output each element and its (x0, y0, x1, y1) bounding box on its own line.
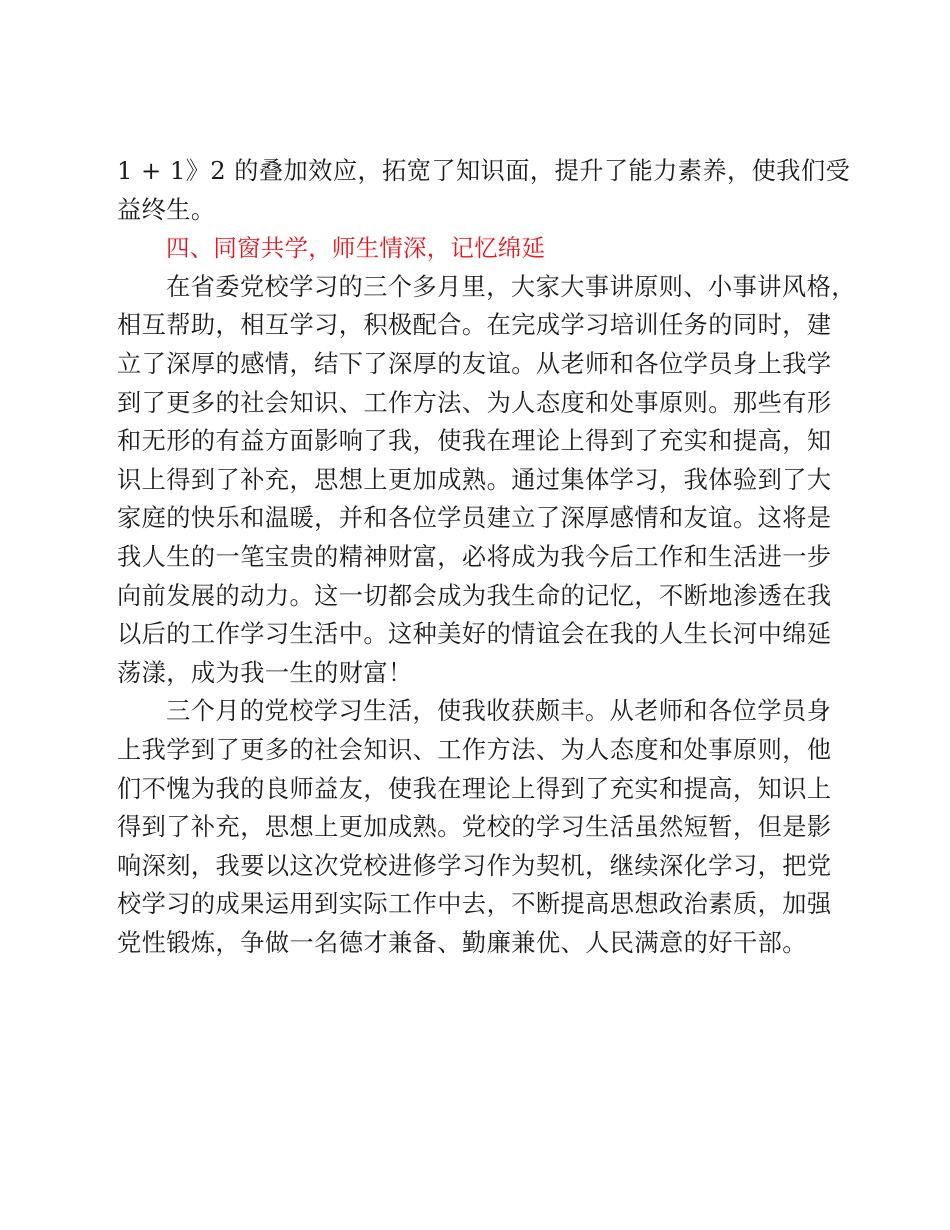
document-page (117, 152, 856, 962)
text-line: 们不愧为我的良师益友，使我在理论上得到了充实和提高，知识上 (117, 774, 832, 803)
text-line: 到了更多的社会知识、工作方法、为人态度和处事原则。那些有形 (117, 388, 832, 417)
text-line: 上我学到了更多的社会知识、工作方法、为人态度和处事原则，他 (117, 735, 832, 764)
text-line: 我人生的一笔宝贵的精神财富，必将成为我今后工作和生活进一步 (117, 542, 832, 571)
text-line: 三个月的党校学习生活，使我收获颇丰。从老师和各位学员身 (166, 697, 832, 726)
text-line: 响深刻，我要以这次党校进修学习作为契机，继续深化学习，把党 (117, 851, 832, 880)
text-line: 校学习的成果运用到实际工作中去，不断提高思想政治素质，加强 (117, 890, 832, 919)
text-line: 荡漾，成为我一生的财富！ (117, 658, 413, 687)
text-line: 得到了补充，思想上更加成熟。党校的学习生活虽然短暂，但是影 (117, 813, 832, 842)
text-line: 识上得到了补充，思想上更加成熟。通过集体学习，我体验到了大 (117, 465, 832, 494)
text-line: 在省委党校学习的三个多月里，大家大事讲原则、小事讲风格， (166, 272, 856, 301)
text-line: 向前发展的动力。这一切都会成为我生命的记忆，不断地渗透在我 (117, 581, 832, 610)
section-heading: 四、同窗共学，师生情深，记忆绵延 (166, 234, 546, 263)
text-line: 党性锻炼，争做一名德才兼备、勤廉兼优、人民满意的好干部。 (117, 928, 807, 957)
text-line: 和无形的有益方面影响了我，使我在理论上得到了充实和提高，知 (117, 427, 832, 456)
text-line: 以后的工作学习生活中。这种美好的情谊会在我的人生长河中绵延 (117, 620, 832, 649)
text-line: 立了深厚的感情，结下了深厚的友谊。从老师和各位学员身上我学 (117, 349, 832, 378)
continuation-paragraph (117, 152, 851, 229)
text-line: 益终生。 (117, 195, 216, 224)
text-line: 1 + 1》2 的叠加效应，拓宽了知识面，提升了能力素养，使我们受 (117, 157, 851, 185)
paragraph-friendship (117, 268, 856, 693)
text-line: 相互帮助，相互学习，积极配合。在完成学习培训任务的同时，建 (117, 311, 832, 340)
paragraph-conclusion (117, 692, 837, 962)
text-line: 家庭的快乐和温暖，并和各位学员建立了深厚感情和友谊。这将是 (117, 504, 832, 533)
